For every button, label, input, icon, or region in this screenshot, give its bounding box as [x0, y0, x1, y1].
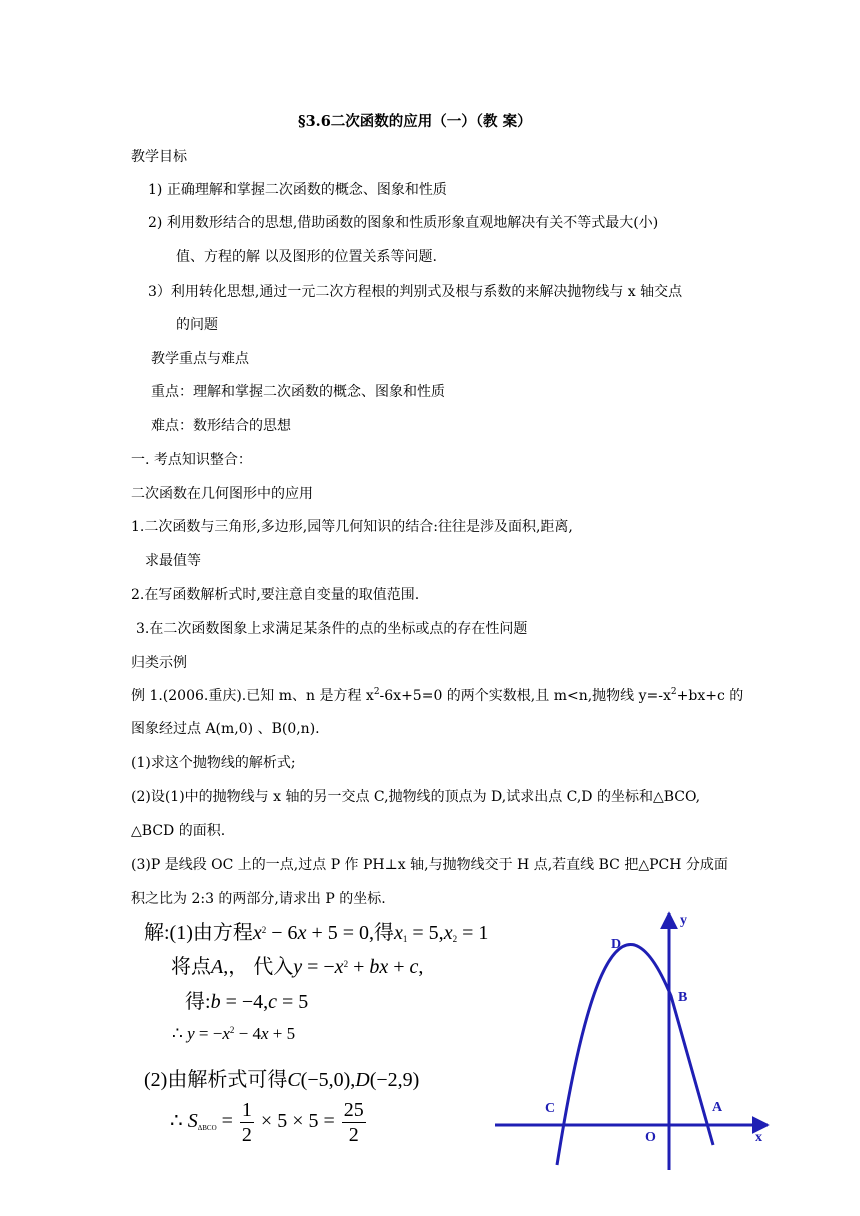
origin-label: O	[645, 1130, 656, 1145]
question-2-line-2: △BCD 的面积.	[131, 823, 226, 839]
goal-2-line-2: 值、方程的解 以及图形的位置关系等问题.	[176, 249, 437, 265]
difficult-point: 难点：数形结合的思想	[151, 418, 291, 434]
topic-heading: 二次函数在几何图形中的应用	[131, 486, 313, 502]
example-1-line-2: 图象经过点 A(m,0) 、B(0,n).	[131, 721, 320, 737]
point-b-label: B	[678, 990, 688, 1005]
goal-3-line-2: 的问题	[176, 317, 218, 333]
parabola-curve	[557, 944, 713, 1165]
goals-heading: 教学目标	[131, 149, 187, 165]
page-title: §3.6二次函数的应用（一）（教 案）	[298, 113, 532, 130]
section-heading: 一. 考点知识整合：	[131, 452, 252, 468]
y-axis-label: y	[680, 913, 687, 928]
fraction-one-half: $\frac{1}{2}$	[241, 1099, 252, 1146]
x-axis-label: x	[755, 1130, 762, 1145]
question-3-line-1: (3)P 是线段 OC 上的一点,过点 P 作 PH⊥x 轴,与抛物线交于 H 点,若直线 BC 把△PCH 分成面	[131, 857, 728, 873]
point-a-label: A	[712, 1100, 723, 1115]
solution-line-3: 得:b = −4,c = 5	[185, 991, 309, 1013]
point-d-label: D	[611, 937, 622, 952]
solution-line-5: (2)由解析式可得C(−5,0),D(−2,9)	[144, 1069, 420, 1091]
solution-line-6: ∴ $S_{\Delta BCO}$ = $\frac{1}{2}$ × 5 × 5 = $\frac{25}{2}$	[170, 1099, 364, 1146]
point-c-label: C	[545, 1101, 556, 1116]
goal-1: 1) 正确理解和掌握二次函数的概念、图象和性质	[148, 182, 447, 198]
key-point: 重点：理解和掌握二次函数的概念、图象和性质	[151, 384, 445, 400]
question-3-line-2: 积之比为 2:3 的两部分,请求出 P 的坐标.	[131, 891, 386, 907]
fraction-25-over-2: $\frac{25}{2}$	[343, 1099, 364, 1146]
item-3: 3.在二次函数图象上求满足某条件的点的坐标或点的存在性问题	[136, 621, 528, 637]
goal-2-line-1: 2) 利用数形结合的思想,借助函数的图象和性质形象直观地解决有关不等式最大(小)	[148, 215, 659, 231]
example-1-line-1: 例 1.(2006.重庆).已知 m、n 是方程 $x^2-6x+5=0$ 的两个实数根,且 m<n,抛物线 $y=-x^2+bx+c$ 的	[131, 687, 744, 704]
goal-3-line-1: 3）利用转化思想,通过一元二次方程根的判别式及根与系数的来解决抛物线与 x 轴交点	[148, 284, 683, 300]
item-1-line-1: 1.二次函数与三角形,多边形,园等几何知识的结合:往往是涉及面积,距离,	[131, 519, 573, 535]
item-2: 2.在写函数解析式时,要注意自变量的取值范围.	[131, 587, 420, 603]
solution-line-2: 将点A,， 代入$y = -x^2$ + bx + c,	[171, 956, 424, 978]
item-1-line-2: 求最值等	[145, 553, 201, 569]
question-1: (1)求这个抛物线的解析式;	[131, 755, 296, 771]
question-2-line-1: (2)设(1)中的抛物线与 x 轴的另一交点 C,抛物线的顶点为 D,试求出点 C,D 的坐标和△BCO,	[131, 789, 701, 805]
solution-line-4: ∴ $y = -x^2 - 4x + 5$	[172, 1024, 296, 1043]
examples-heading: 归类示例	[131, 655, 187, 671]
solution-line-1: 解:(1)由方程$x^2 - 6x + 5 = 0$,得$x_1 = 5,x_2 = 1$	[144, 922, 489, 944]
parabola-graph	[485, 900, 785, 1180]
key-heading: 教学重点与难点	[151, 351, 249, 367]
